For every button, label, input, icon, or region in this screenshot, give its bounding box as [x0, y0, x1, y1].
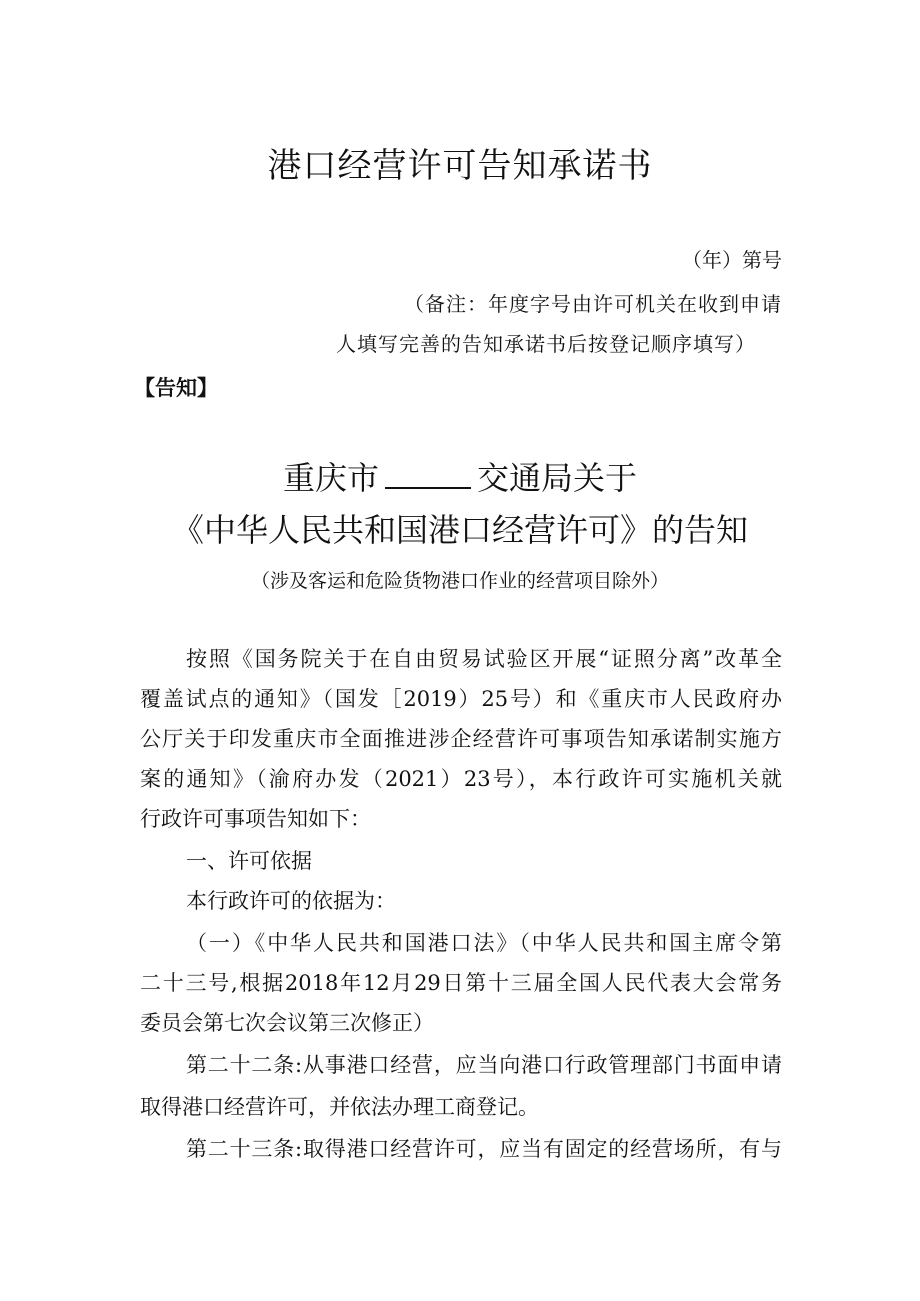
- heading-prefix: 重庆市: [282, 459, 379, 497]
- body-line: 行政许可事项告知如下：: [140, 807, 371, 831]
- body-line: 公厅关于印发重庆市全面推进涉企经营许可事项告知承诺制实施方: [140, 727, 782, 751]
- body-line: 第二十二条:从事港口经营，应当向港口行政管理部门书面申请: [186, 1053, 782, 1077]
- note-line-1: （备注：年度字号由许可机关在收到申请: [404, 292, 782, 316]
- document-title: 港口经营许可告知承诺书: [267, 146, 653, 186]
- body-line: 本行政许可的依据为：: [186, 889, 396, 913]
- body-line: 第二十三条:取得港口经营许可，应当有固定的经营场所，有与: [186, 1137, 782, 1161]
- notice-subheading: （涉及客运和危险货物港口作业的经营项目除外）: [250, 570, 669, 592]
- body-line: 取得港口经营许可，并依法办理工商登记。: [140, 1095, 539, 1119]
- note-line-2: 人填写完善的告知承诺书后按登记顺序填写）: [336, 332, 756, 356]
- section-heading: 一、许可依据: [186, 849, 312, 873]
- heading-blank-underline: [385, 459, 471, 489]
- body-line: 案的通知》（渝府办发（2021）23号），本行政许可实施机关就: [140, 767, 782, 791]
- notice-heading-line-2: 《中华人民共和国港口经营许可》的告知: [171, 511, 748, 549]
- body-line: 按照《国务院关于在自由贸易试验区开展“证照分离”改革全: [186, 647, 782, 671]
- body-line: 覆盖试点的通知》（国发［2019）25号）和《重庆市人民政府办: [140, 687, 782, 711]
- body-line: 二十三号,根据2018年12月29日第十三届全国人民代表大会常务: [140, 971, 782, 995]
- body-line: （一）《中华人民共和国港口法》（中华人民共和国主席令第: [186, 931, 782, 955]
- body-line: 委员会第七次会议第三次修正）: [140, 1011, 434, 1035]
- document-number-line: （年）第号: [682, 248, 782, 272]
- notice-tag: 【告知】: [134, 375, 218, 400]
- heading-suffix: 交通局关于: [477, 459, 638, 497]
- notice-heading-line-1: [0, 456, 920, 500]
